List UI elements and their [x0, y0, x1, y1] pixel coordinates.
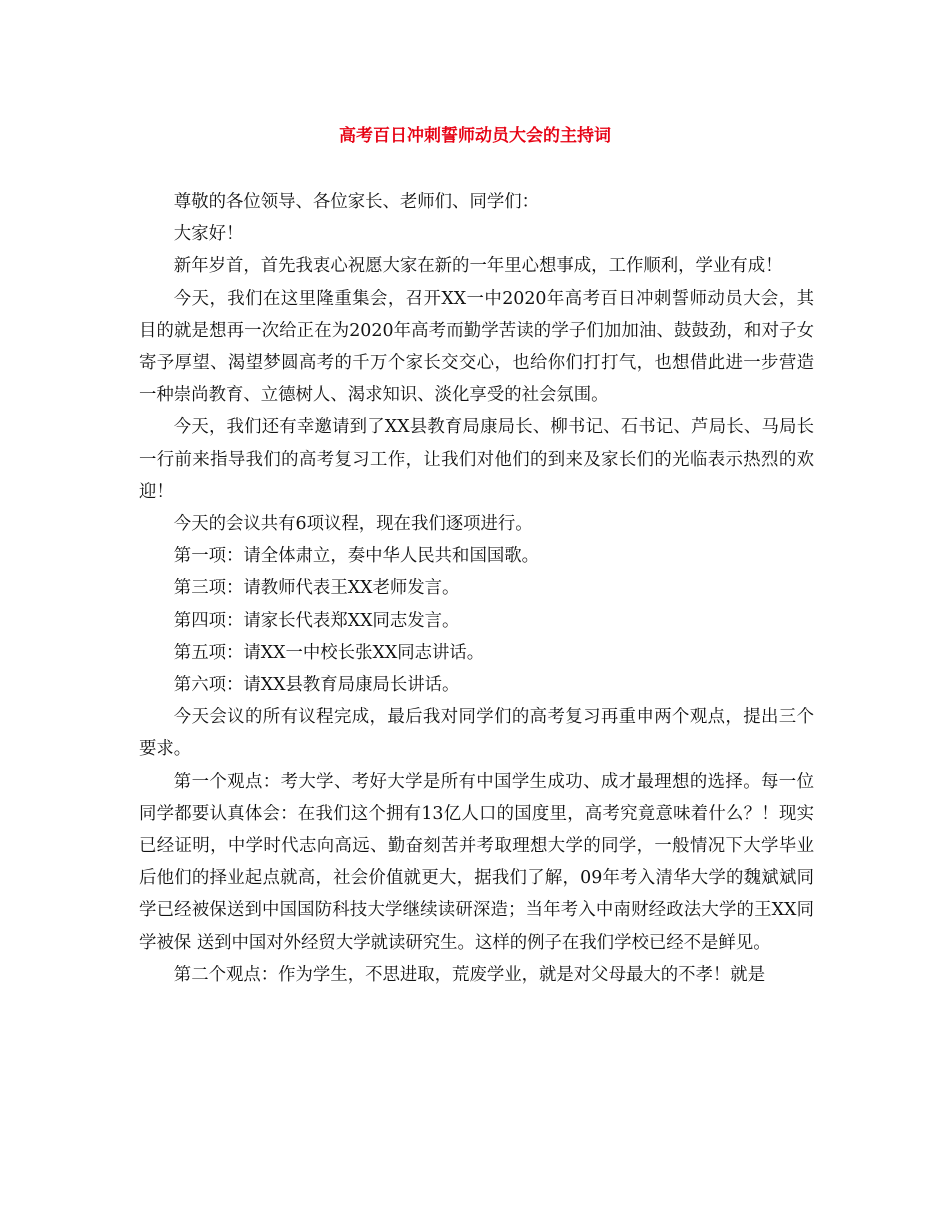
- agenda-item-5: 第五项：请XX一中校长张XX同志讲话。: [173, 642, 485, 663]
- agenda-item-4: 第四项：请家长代表郑XX同志发言。: [173, 610, 460, 631]
- paragraph-salutation: 尊敬的各位领导、各位家长、老师们、同学们：: [173, 192, 540, 212]
- paragraph-greeting: 大家好！: [173, 224, 244, 245]
- paragraph-viewpoint-1: 第一个观点：考大学、考好大学是所有中国学生成功、成才最理想的选择。每一位同学都要认真体会：在我们这个拥有13亿人口的国度里，高考究竟意味着什么？！现实已经证明，中学时代志向高远、勤奋刻苦并考取理想大学的同学，一般情况下大学毕业后他们的择业起点就高，社会价值就更大，据我们了解，09年考入清华大学的魏斌斌同学已经被保送到中国国防科技大学继续读研深造；当年考入中南财经政法大学的王XX同学被保 送到中国对外经贸大学就读研究生。这样的例子在我们学校已经不是鲜见。: [139, 771, 814, 953]
- document-title: 高考百日冲刺誓师动员大会的主持词: [339, 126, 611, 146]
- document-body: [139, 186, 814, 991]
- agenda-item-3: 第三项：请教师代表王XX老师发言。: [173, 578, 460, 599]
- paragraph-purpose: 今天，我们在这里隆重集会，召开XX一中2020年高考百日冲刺誓师动员大会，其目的就是想再一次给正在为2020年高考而勤学苦读的学子们加加油、鼓鼓劲，和对子女寄予厚望、渴望梦圆高考的千万个家长交交心，也给你们打打气，也想借此进一步营造一种崇尚教育、立德树人、渴求知识、淡化享受的社会氛围。: [139, 288, 814, 406]
- paragraph-conclusion-intro: 今天会议的所有议程完成，最后我对同学们的高考复习再重申两个观点，提出三个要求。: [139, 707, 814, 760]
- agenda-item-1: 第一项：请全体肃立，奏中华人民共和国国歌。: [173, 546, 540, 567]
- paragraph-viewpoint-2: 第二个观点：作为学生，不思进取，荒废学业，就是对父母最大的不孝！就是: [173, 964, 766, 985]
- paragraph-agenda-intro: 今天的会议共有6项议程，现在我们逐项进行。: [173, 514, 533, 535]
- paragraph-guests: 今天，我们还有幸邀请到了XX县教育局康局长、柳书记、石书记、芦局长、马局长一行前来指导我们的高考复习工作，让我们对他们的到来及家长们的光临表示热烈的欢迎！: [139, 417, 814, 502]
- paragraph-new-year-wish: 新年岁首，首先我衷心祝愿大家在新的一年里心想事成，工作顺利，学业有成！: [173, 256, 783, 277]
- agenda-item-6: 第六项：请XX县教育局康局长讲话。: [173, 675, 460, 696]
